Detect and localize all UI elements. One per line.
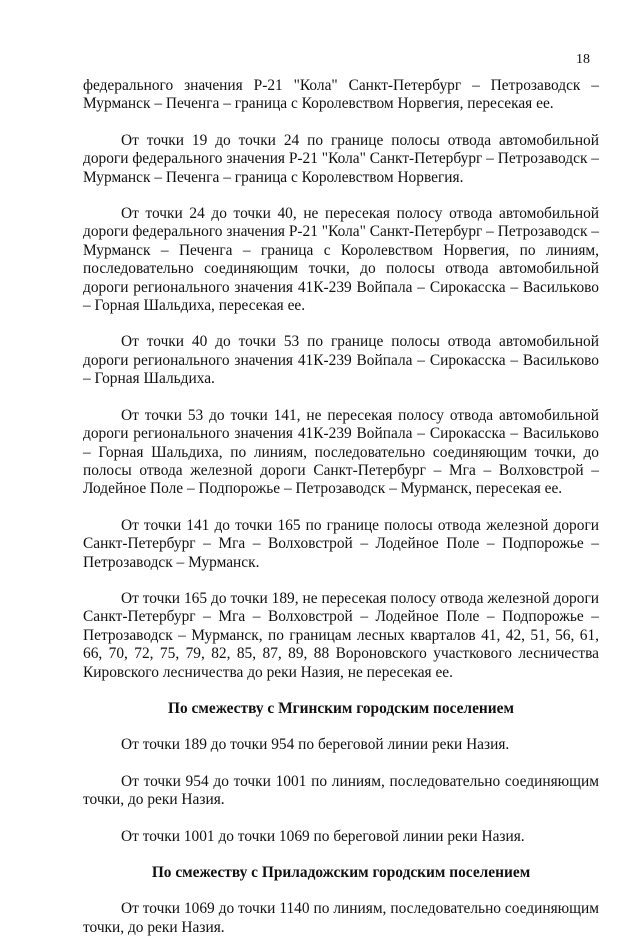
paragraph-points-40-53: От точки 40 до точки 53 по границе полосы отвода автомобильной дороги регионального значения 41К-239 Войпала – Сирокасска – Васильково – Горная Шальдиха. bbox=[83, 333, 599, 388]
paragraph-points-165-189: От точки 165 до точки 189, не пересекая полосу отвода железной дороги Санкт-Петербург – Мга – Волховстрой – Лодейное Поле – Подпорожье – Петрозаводск – Мурманск, по границам лесных кварталов 41, 42, 51, 56, 61, 66, 70, 72, 75, 79, 82, 85, 87, 89, 88 Вороновского участкового лесничества Кировского лесничества до реки Назия, не пересекая ее. bbox=[83, 589, 599, 681]
paragraph-points-141-165: От точки 141 до точки 165 по границе полосы отвода железной дороги Санкт-Петербург – Мга – Волховстрой – Лодейное Поле – Подпорожье – Петрозаводск – Мурманск. bbox=[83, 516, 599, 571]
paragraph-points-24-40: От точки 24 до точки 40, не пересекая полосу отвода автомобильной дороги федерального значения Р-21 "Кола" Санкт-Петербург – Петрозаводск – Мурманск – Печенга – граница с Королевством Норвегия, по линиям, последовательно соединяющим точки, до полосы отвода автомобильной дороги регионального значения 41К-239 Войпала – Сирокасска – Васильково – Горная Шальдиха, пересекая ее. bbox=[83, 205, 599, 315]
section-heading-mginskoe: По смежеству с Мгинским городским поселением bbox=[168, 699, 514, 717]
document-body bbox=[83, 77, 599, 937]
section-heading-priladozhskoe: По смежеству с Приладожским городским поселением bbox=[151, 864, 531, 881]
paragraph-points-954-1001: От точки 954 до точки 1001 по линиям, последовательно соединяющим точки, до реки Назия. bbox=[83, 772, 599, 809]
paragraph-points-1069-1140: От точки 1069 до точки 1140 по линиям, последовательно соединяющим точки, до реки Назия. bbox=[83, 900, 599, 936]
paragraph-points-189-954: От точки 189 до точки 954 по береговой линии реки Назия. bbox=[121, 736, 510, 754]
paragraph-continuation: федерального значения Р-21 "Кола" Санкт-Петербург – Петрозаводск – Мурманск – Печенга – граница с Королевством Норвегия, пересекая ее. bbox=[83, 77, 599, 113]
paragraph-points-19-24: От точки 19 до точки 24 по границе полосы отвода автомобильной дороги федерального значения Р-21 "Кола" Санкт-Петербург – Петрозаводск – Мурманск – Печенга – граница с Королевством Норвегия. bbox=[83, 131, 599, 186]
page-number: 18 bbox=[576, 52, 590, 67]
paragraph-points-1001-1069: От точки 1001 до точки 1069 по береговой линии реки Назия. bbox=[121, 827, 525, 845]
paragraph-points-53-141: От точки 53 до точки 141, не пересекая полосу отвода автомобильной дороги регионального значения 41К-239 Войпала – Сирокасска – Васильково – Горная Шальдиха, по линиям, последовательно соединяющим точки, до полосы отвода железной дороги Санкт-Петербург – Мга – Волховстрой – Лодейное Поле – Подпорожье – Петрозаводск – Мурманск, пересекая ее. bbox=[83, 406, 599, 498]
